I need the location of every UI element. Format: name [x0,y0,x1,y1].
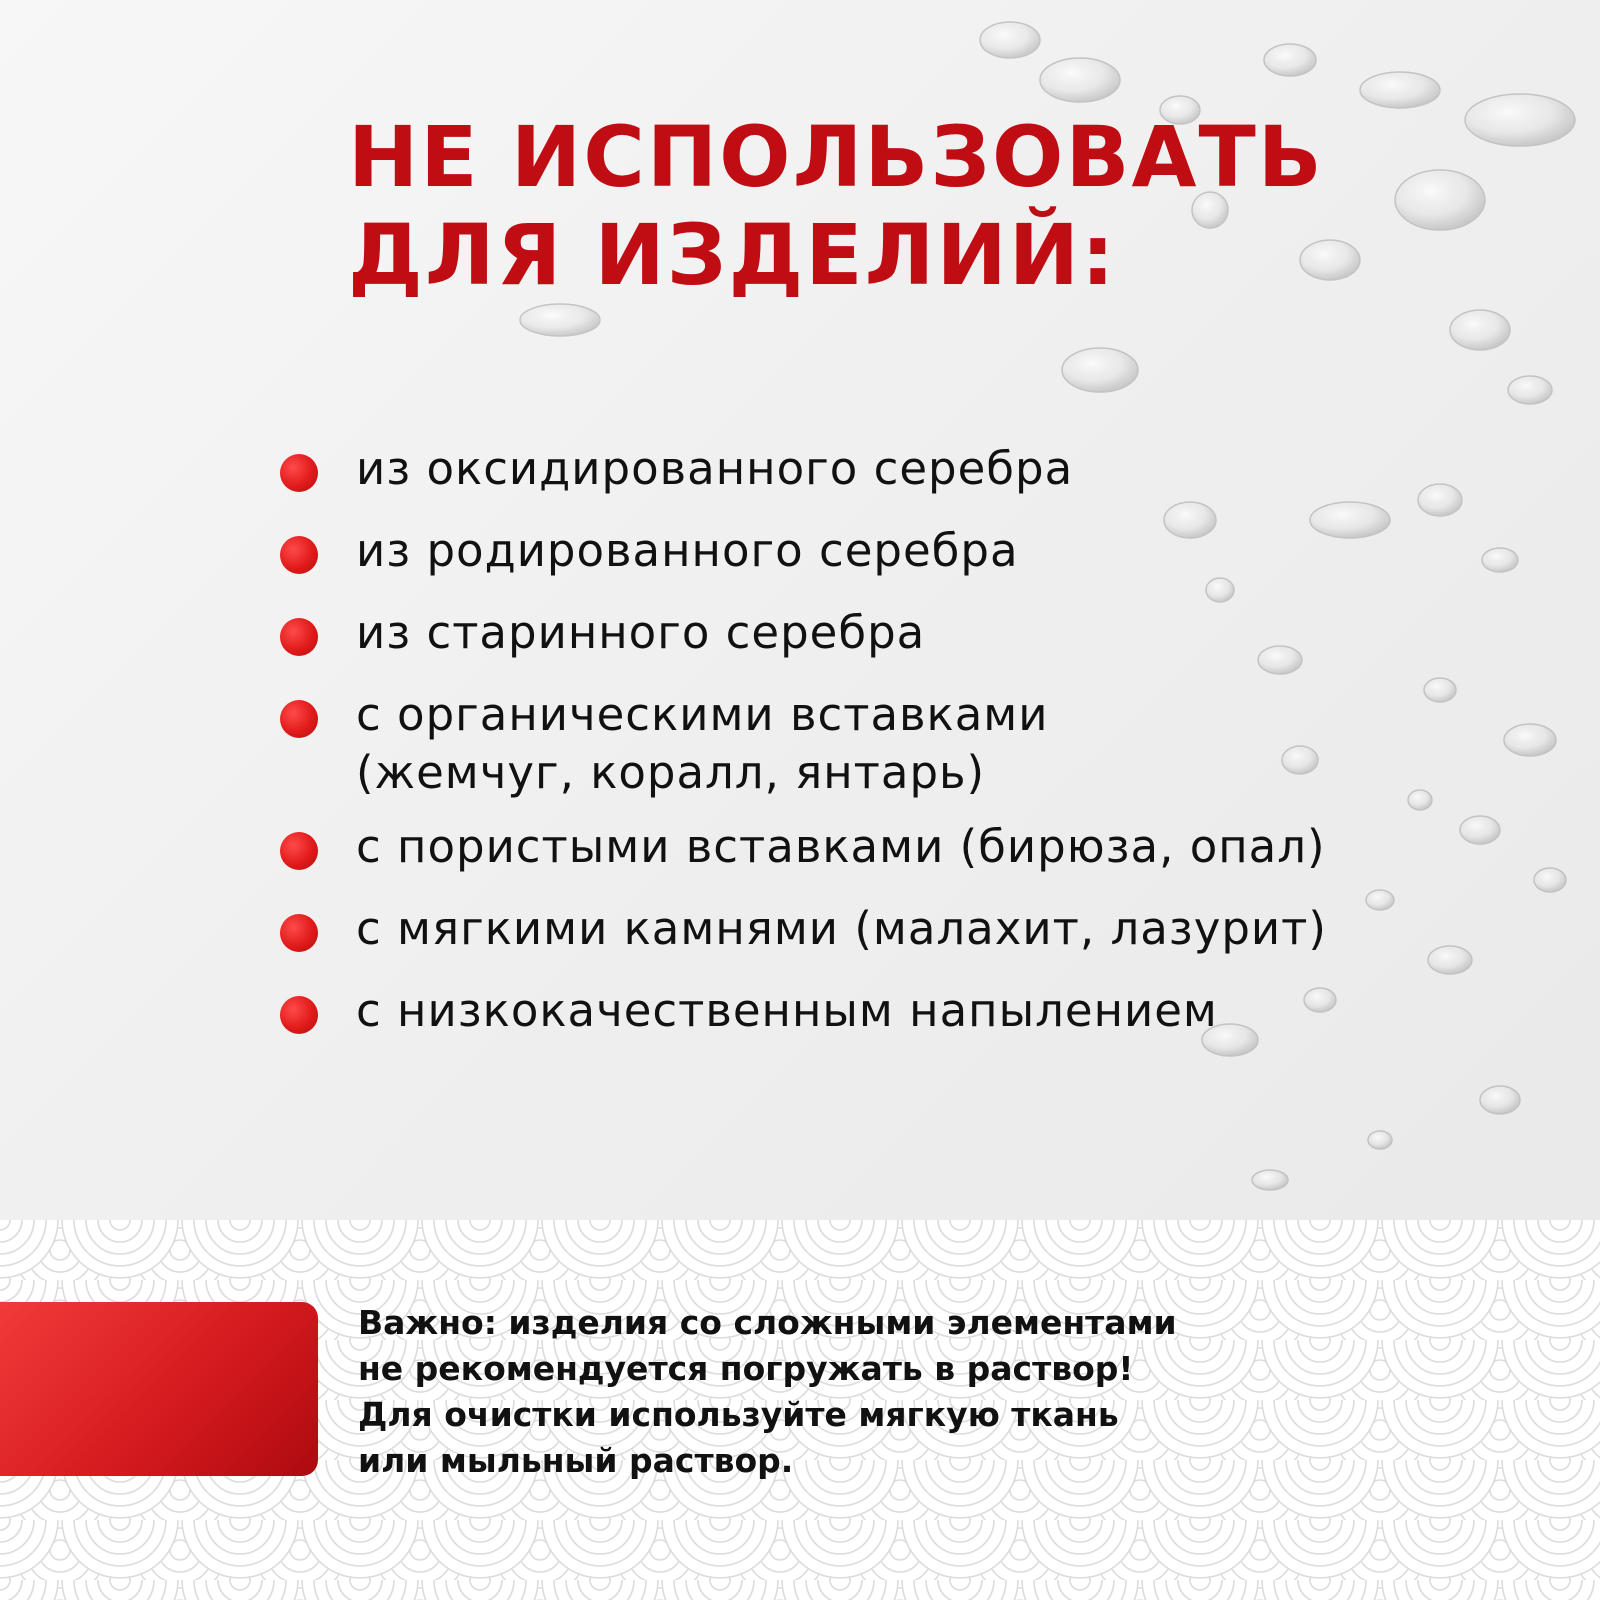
bullet-icon [280,536,318,574]
list-item-text: из оксидированного серебра [356,442,1074,495]
note-line: Важно: изделия со сложными элементами [358,1303,1177,1342]
list-item-text: из старинного серебра [356,606,926,659]
list-item-text: с органическими вставками (жемчуг, коралл, янтарь) [356,688,1049,799]
title-line-1: НЕ ИСПОЛЬЗОВАТЬ [348,108,1324,206]
accent-block [0,1302,318,1476]
bullet-icon [280,454,318,492]
list-item-text: с пористыми вставками (бирюза, опал) [356,820,1326,873]
note-line: или мыльный раствор. [358,1441,794,1480]
bullet-icon [280,996,318,1034]
list-item-text: с низкокачественным напылением [356,984,1218,1037]
list-item-text: из родированного серебра [356,524,1019,577]
bullet-icon [280,832,318,870]
bullet-icon [280,914,318,952]
bullet-icon [280,618,318,656]
list-item-text: с мягкими камнями (малахит, лазурит) [356,902,1327,955]
title-line-2: ДЛЯ ИЗДЕЛИЙ: [348,206,1117,304]
note-line: Для очистки используйте мягкую ткань [358,1395,1119,1434]
important-note [358,1300,1177,1484]
note-line: не рекомендуется погружать в раствор! [358,1349,1134,1388]
bullet-icon [280,700,318,738]
page-title [348,108,1324,304]
